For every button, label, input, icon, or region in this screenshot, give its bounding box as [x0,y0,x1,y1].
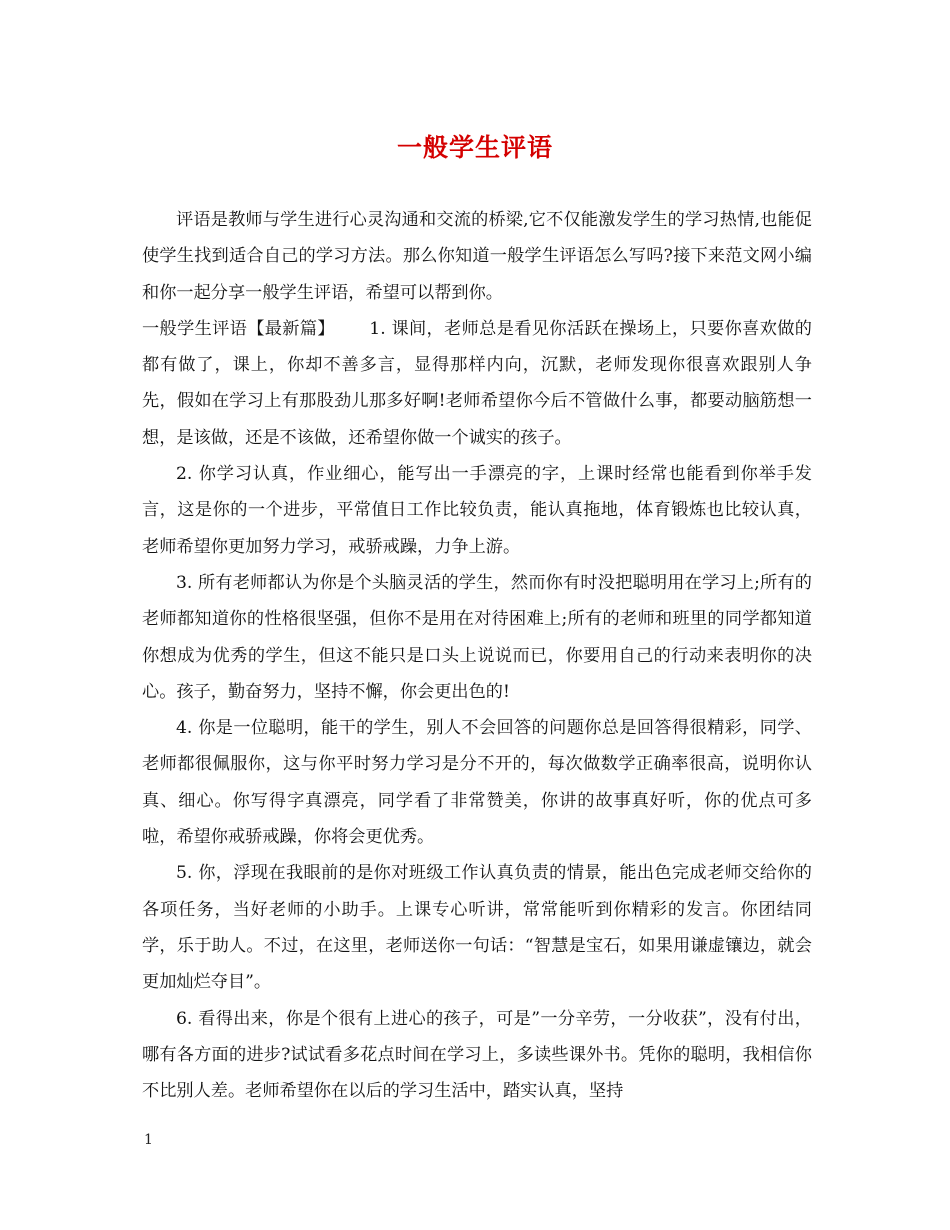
document-body [142,202,812,1109]
intro-paragraph: 评语是教师与学生进行心灵沟通和交流的桥梁,它不仅能激发学生的学习热情,也能促使学生找到适合自己的学习方法。那么你知道一般学生评语怎么写吗?接下来范文网小编和你一起分享一般学生评语，希望可以帮到你。 [142,210,812,303]
section-paragraph-1 [142,311,812,456]
document-title: 一般学生评语 [396,133,553,162]
page-number: 1 [144,1132,153,1148]
section-heading: 一般学生评语【最新篇】 [142,318,335,339]
comment-item-2: 2. 你学习认真，作业细心，能写出一手漂亮的字，上课时经常也能看到你举手发言，这是你的一个进步，平常值日工作比较负责，能认真拖地，体育锻炼也比较认真，老师希望你更加努力学习，戒骄戒躁，力争上游。 [142,464,812,557]
comment-item-4: 4. 你是一位聪明，能干的学生，别人不会回答的问题你总是回答得很精彩，同学、老师都很佩服你，这与你平时努力学习是分不开的，每次做数学正确率很高，说明你认真、细心。你写得字真漂亮，同学看了非常赞美，你讲的故事真好听，你的优点可多啦，希望你戒骄戒躁，你将会更优秀。 [142,718,812,848]
comment-item-5: 5. 你，浮现在我眼前的是你对班级工作认真负责的情景，能出色完成老师交给你的各项任务，当好老师的小助手。上课专心听讲，常常能听到你精彩的发言。你团结同学，乐于助人。不过，在这里，老师送你一句话：“智慧是宝石，如果用谦虚镶边，就会更加灿烂夺目”。 [142,863,812,993]
comment-item-6: 6. 看得出来，你是个很有上进心的孩子，可是”一分辛劳，一分收获”，没有付出，哪有各方面的进步?试试看多花点时间在学习上，多读些课外书。凭你的聪明，我相信你不比别人差。老师希望你在以后的学习生活中，踏实认真，坚持 [142,1008,812,1102]
comment-item-3: 3. 所有老师都认为你是个头脑灵活的学生，然而你有时没把聪明用在学习上;所有的老师都知道你的性格很坚强，但你不是用在对待困难上;所有的老师和班里的同学都知道你想成为优秀的学生，但这不能只是口头上说说而已，你要用自己的行动来表明你的决心。孩子，勤奋努力，坚持不懈，你会更出色的! [142,572,812,702]
comment-item-1: 1. 课间，老师总是看见你活跃在操场上，只要你喜欢做的都有做了，课上，你却不善多言，显得那样内向，沉默，老师发现你很喜欢跟别人争先，假如在学习上有那股劲儿那多好啊!老师希望你今后不管做什么事，都要动脑筋想一想，是该做，还是不该做，还希望你做一个诚实的孩子。 [142,318,812,448]
spacer [335,319,369,339]
